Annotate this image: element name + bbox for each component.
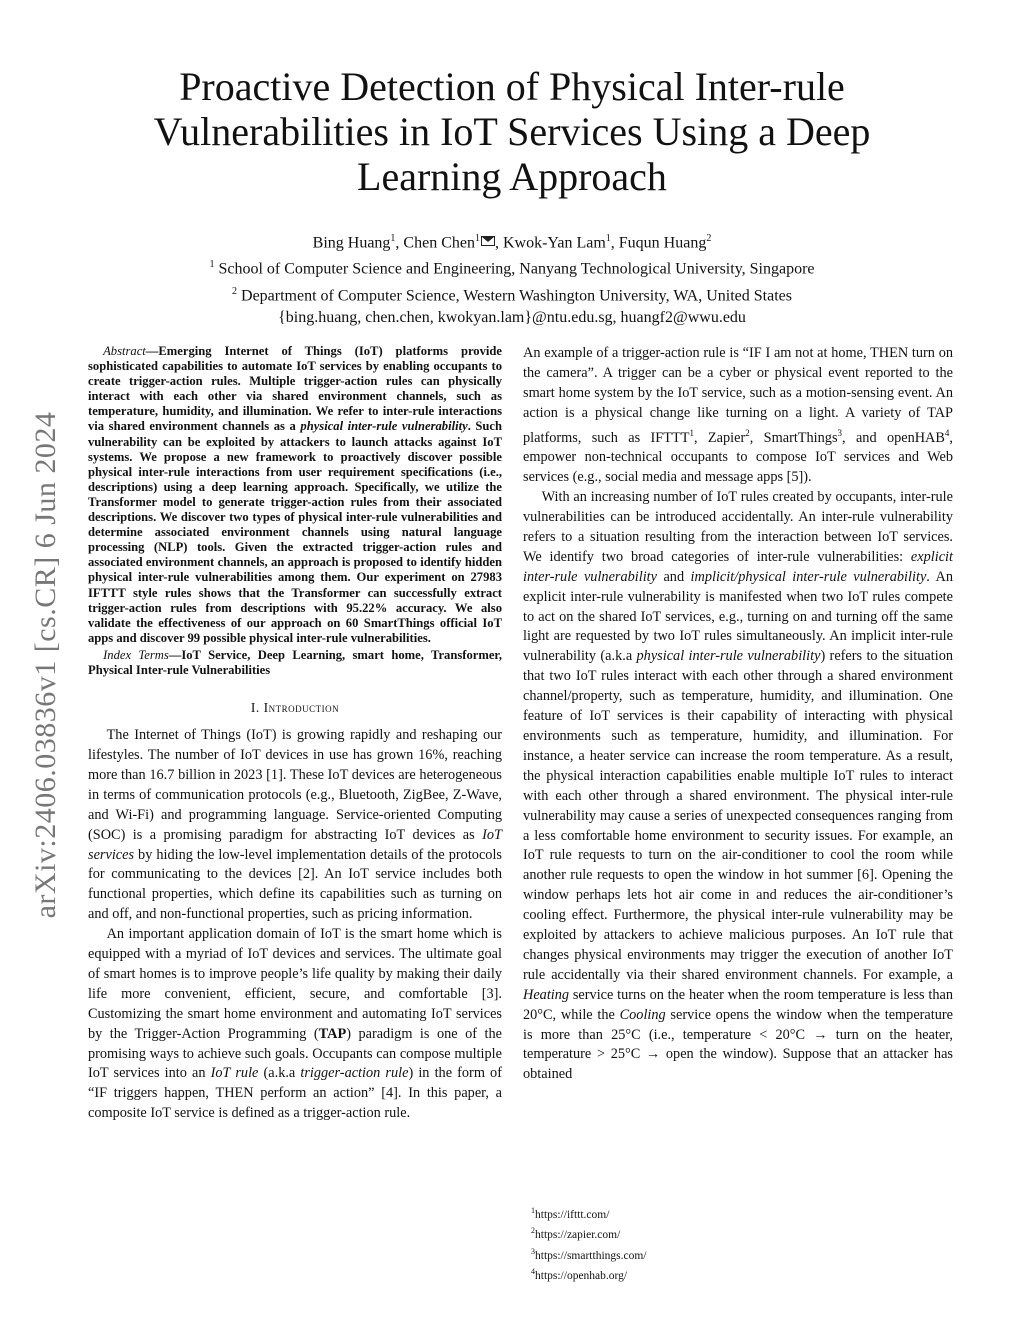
section-heading: I. Introduction: [250, 700, 340, 716]
right-column: [523, 344, 953, 1085]
abstract: Abstract—Emerging Internet of Things (IoT) platforms provide sophisticated capabilities to automate IoT services by enabling occupants to create trigger-action rules. Multiple trigger-action rules can physically interact with each other via shared environment channels, such as temperature, humidity, and illumination. We refer to inter-rule interactions via shared environment channels as a physical inter-rule vulnerability. Such vulnerability can be exploited by attackers to launch attacks against IoT systems. We propose a new framework to proactively discover possible physical inter-rule interactions from user requirement specifications (i.e., descriptions) using a deep learning approach. Specifically, we utilize the Transformer model to generate trigger-action rules from their associated descriptions. We discover two types of physical inter-rule vulnerabilities and determine associated environment channels using natural language processing (NLP) tools. Given the extracted trigger-action rules and associated environment channels, an approach is proposed to identify hidden physical inter-rule vulnerabilities among them. Our experiment on 27983 IFTTT style rules shows that the Transformer can successfully extract trigger-action rules from descriptions with 95.22% accuracy. We also validate the effectiveness of our approach on 60 SmartThings official IoT apps and discover 99 possible physical inter-rule vulnerabilities.: [88, 344, 503, 645]
affiliation: $^2$ Department of Computer Science, Western Washington University, WA, United States: [232, 285, 792, 304]
index-terms: Index Terms—IoT Service, Deep Learning, smart home, Transformer, Physical Inter-rule Vulnerabilities: [88, 647, 502, 677]
author-block: [110, 228, 914, 329]
footnote-link[interactable]: https://openhab.org/: [535, 1269, 628, 1282]
paper-title: Proactive Detection of Physical Inter-rule Vulnerabilities in IoT Services Using a Deep Learning Approach: [153, 64, 871, 199]
footnote-link[interactable]: https://zapier.com/: [535, 1229, 621, 1242]
footnote-link[interactable]: https://ifttt.com/: [535, 1208, 610, 1221]
footnote: $^1$https://ifttt.com/: [531, 1206, 610, 1221]
paragraph: With an increasing number of IoT rules created by occupants, inter-rule vulnerabilities can be introduced accidentally. An inter-rule vulnerability refers to a situation resulting from the interaction between IoT services. We identify two broad categories of inter-rule vulnerabilities: explicit inter-rule vulnerability and implicit/physical inter-rule vulnerability. An explicit inter-rule vulnerability is manifested when two IoT rules compete to act on the shared IoT services, e.g., turning on and turning off the same light are requested by two IoT rules simultaneously. An implicit inter-rule vulnerability (a.k.a physical inter-rule vulnerability) refers to the situation that two IoT rules interact with each other through a shared environment channel/property, such as temperature, humidity, and illumination. One feature of IoT services is their capability of interacting with physical environments such as temperature, humidity, and illumination. For instance, a heater service can increase the room temperature. As a result, the physical interaction capabilities enable multiple IoT rules to interact with each other through a shared environment. The physical inter-rule vulnerability may cause a series of unexpected consequences ranging from a less comfortable home environment to security issues. For example, an IoT rule requests to turn on the air-conditioner to cool the room while another rule requests to open the window in hot summer [6]. Opening the window perhaps lets hot air come in and reduces the air-conditioner’s cooling effect. Furthermore, the physical inter-rule vulnerability may be exploited by attackers to achieve malicious purposes. An IoT rule that changes physical environments may trigger the execution of another IoT rule accidentally via their shared environment channels. For example, a Heating service turns on the heater when the room temperature is less than 20°C, while the Cooling service opens the window when the temperature is more than 25°C (i.e., temperature < 20°C → turn on the heater, temperature > 25°C → open the window). Suppose that an attacker has obtained: [523, 489, 954, 1083]
arxiv-identifier: arXiv:2406.03836v1 [cs.CR] 6 Jun 2024: [29, 411, 62, 919]
author-name: Bing Huang: [312, 234, 391, 252]
footnotes: [531, 1203, 831, 1284]
footnote: $^3$https://smartthings.com/: [531, 1246, 647, 1262]
paragraph: An example of a trigger-action rule is “IF I am not at home, THEN turn on the camera”. A trigger can be a cyber or physical event reported to the smart home system by the IoT service, such as a motion-sensing event. An action is a physical change like turning on a light. A variety of TAP platforms, such as IFTTT$^1$, Zapier$^2$, SmartThings$^3$, and openHAB$^4$, empower non-technical occupants to compose IoT services and Web services (e.g., social media and message apps [5]).: [523, 345, 953, 486]
affiliation: $^1$ School of Computer Science and Engineering, Nanyang Technological University, Singapore: [209, 259, 815, 278]
author-name: Chen Chen: [403, 234, 475, 252]
author-emails: {bing.huang, chen.chen, kwokyan.lam}@ntu.edu.sg, huangf2@wwu.edu: [278, 308, 746, 326]
corresponding-author-envelope-icon: [481, 236, 495, 246]
abstract-label: Abstract: [103, 344, 146, 358]
left-column: [88, 344, 502, 1124]
author-list: Bing Huang$^1$, Chen Chen$^1$ , Kwok-Yan Lam$^1$, Fuqun Huang$^2$: [312, 233, 712, 252]
footnote: $^4$https://openhab.org/: [531, 1266, 628, 1282]
paragraph: An important application domain of IoT is the smart home which is equipped with a myriad of IoT devices and services. The ultimate goal of smart homes is to improve people’s life quality by making their daily life more convenient, efficient, secure, and comfortable [3]. Customizing the smart home environment and automating IoT services by the Trigger-Action Programming (TAP) paradigm is one of the promising ways to achieve such goals. Occupants can compose multiple IoT services into an IoT rule (a.k.a trigger-action rule) in the form of “IF triggers happen, THEN perform an action” [4]. In this paper, a composite IoT service is defined as a trigger-action rule.: [88, 926, 502, 1122]
author-name: Fuqun Huang: [618, 234, 707, 252]
paragraph: The Internet of Things (IoT) is growing rapidly and reshaping our lifestyles. The number of IoT devices in use has grown 16%, reaching more than 16.7 billion in 2023 [1]. These IoT devices are heterogeneous in terms of communication protocols (e.g., Bluetooth, ZigBee, Z-Wave, and Wi-Fi) and programming language. Service-oriented Computing (SOC) is a promising paradigm for abstracting IoT devices as IoT services by hiding the low-level implementation details of the protocols for communicating to the devices [2]. An IoT service includes both functional properties, which define its capabilities such as turning on and off, and non-functional properties, such as pricing information.: [88, 727, 502, 923]
footnote: $^2$https://zapier.com/: [531, 1226, 621, 1242]
arxiv-sidebar: [22, 365, 70, 965]
footnote-link[interactable]: https://smartthings.com/: [535, 1249, 647, 1262]
index-terms-label: Index Terms: [103, 647, 169, 662]
author-name: Kwok-Yan Lam: [502, 234, 606, 252]
